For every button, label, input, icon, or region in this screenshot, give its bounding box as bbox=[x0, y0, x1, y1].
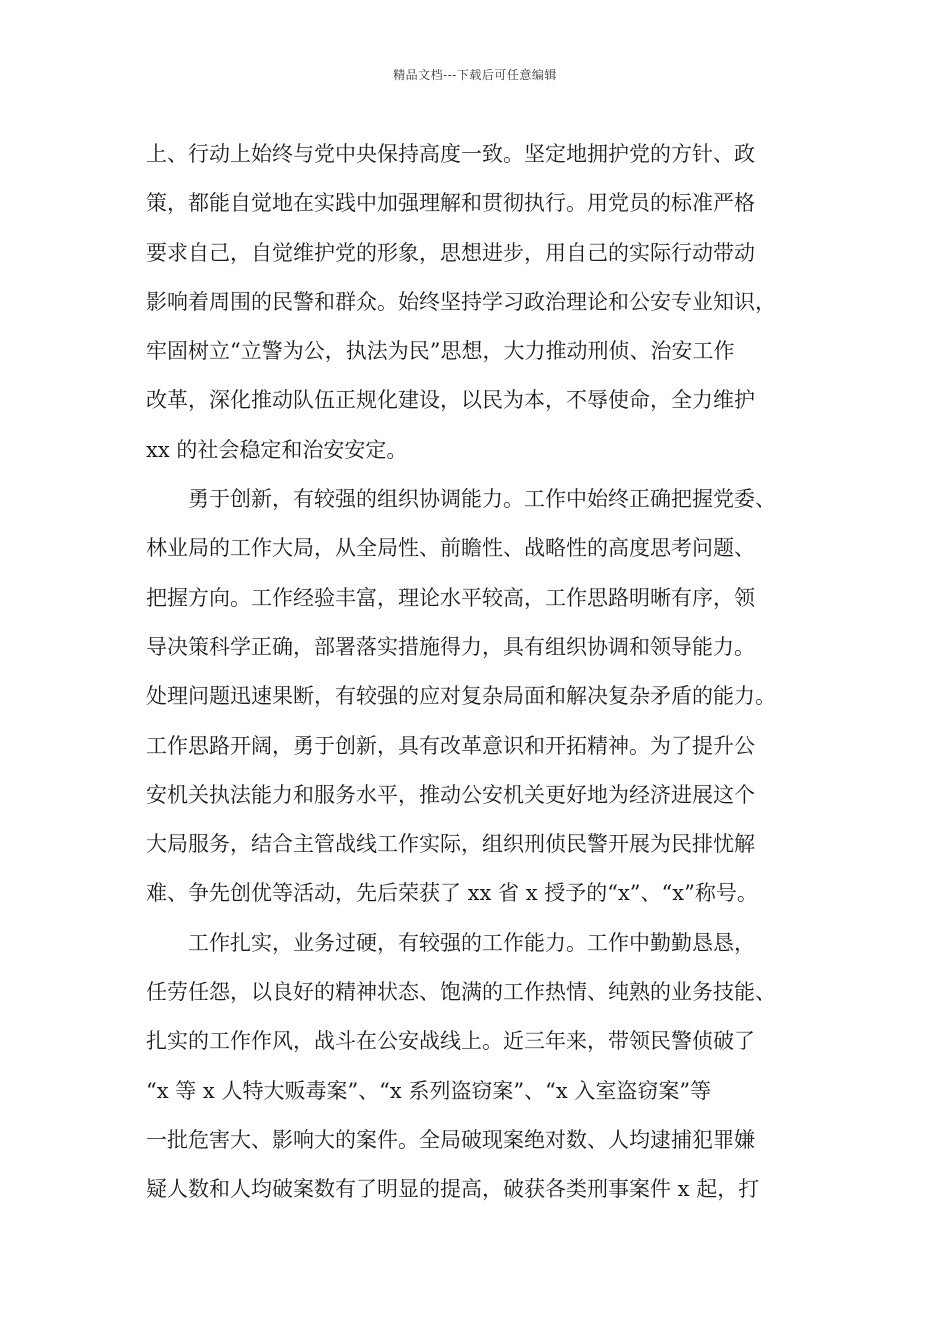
text-line: 策，都能自觉地在实践中加强理解和贯彻执行。用党员的标准严格 bbox=[146, 191, 755, 216]
text-line: 疑人数和人均破案数有了明显的提高，破获各类刑事案件 x 起，打 bbox=[146, 1177, 760, 1202]
page-header: 精品文档---下载后可任意编辑 bbox=[393, 68, 557, 82]
text-line: 工作扎实，业务过硬，有较强的工作能力。工作中勤勤恳恳， bbox=[188, 930, 755, 955]
text-line: 大局服务，结合主管战线工作实际，组织刑侦民警开展为民排忧解 bbox=[146, 832, 755, 857]
text-line: 牢固树立“立警为公，执法为民”思想，大力推动刑侦、治安工作 bbox=[146, 339, 735, 364]
document-body bbox=[146, 130, 826, 1215]
text-line: 林业局的工作大局，从全局性、前瞻性、战略性的高度思考问题、 bbox=[146, 536, 755, 561]
text-line: 扎实的工作作风，战斗在公安战线上。近三年来，带领民警侦破了 bbox=[146, 1029, 755, 1054]
text-line: 要求自己，自觉维护党的形象，思想进步，用自己的实际行动带动 bbox=[146, 240, 755, 265]
text-line: 难、争先创优等活动，先后荣获了 xx 省 x 授予的“x”、“x”称号。 bbox=[146, 881, 758, 906]
text-line: 勇于创新，有较强的组织协调能力。工作中始终正确把握党委、 bbox=[188, 487, 776, 512]
paragraph bbox=[146, 130, 826, 475]
text-line: 影响着周围的民警和群众。始终坚持学习政治理论和公安专业知识， bbox=[146, 289, 776, 314]
text-line: 处理问题迅速果断，有较强的应对复杂局面和解决复杂矛盾的能力。 bbox=[146, 684, 776, 709]
text-line: 改革，深化推动队伍正规化建设，以民为本，不辱使命，全力维护 bbox=[146, 388, 755, 413]
text-line: “x 等 x 人特大贩毒案”、“x 系列盗窃案”、“x 入室盗窃案”等 bbox=[146, 1078, 712, 1103]
text-line: xx 的社会稳定和治安安定。 bbox=[146, 437, 408, 462]
text-line: 安机关执法能力和服务水平，推动公安机关更好地为经济进展这个 bbox=[146, 782, 755, 807]
text-line: 把握方向。工作经验丰富，理论水平较高，工作思路明晰有序，领 bbox=[146, 585, 755, 610]
text-line: 一批危害大、影响大的案件。全局破现案绝对数、人均逮捕犯罪嫌 bbox=[146, 1127, 755, 1152]
text-line: 上、行动上始终与党中央保持高度一致。坚定地拥护党的方针、政 bbox=[146, 142, 755, 166]
paragraph bbox=[146, 919, 826, 1215]
text-line: 导决策科学正确，部署落实措施得力，具有组织协调和领导能力。 bbox=[146, 634, 755, 659]
paragraph bbox=[146, 475, 826, 919]
text-line: 任劳任怨，以良好的精神状态、饱满的工作热情、纯熟的业务技能、 bbox=[146, 980, 776, 1005]
text-line: 工作思路开阔，勇于创新，具有改革意识和开拓精神。为了提升公 bbox=[146, 733, 755, 758]
